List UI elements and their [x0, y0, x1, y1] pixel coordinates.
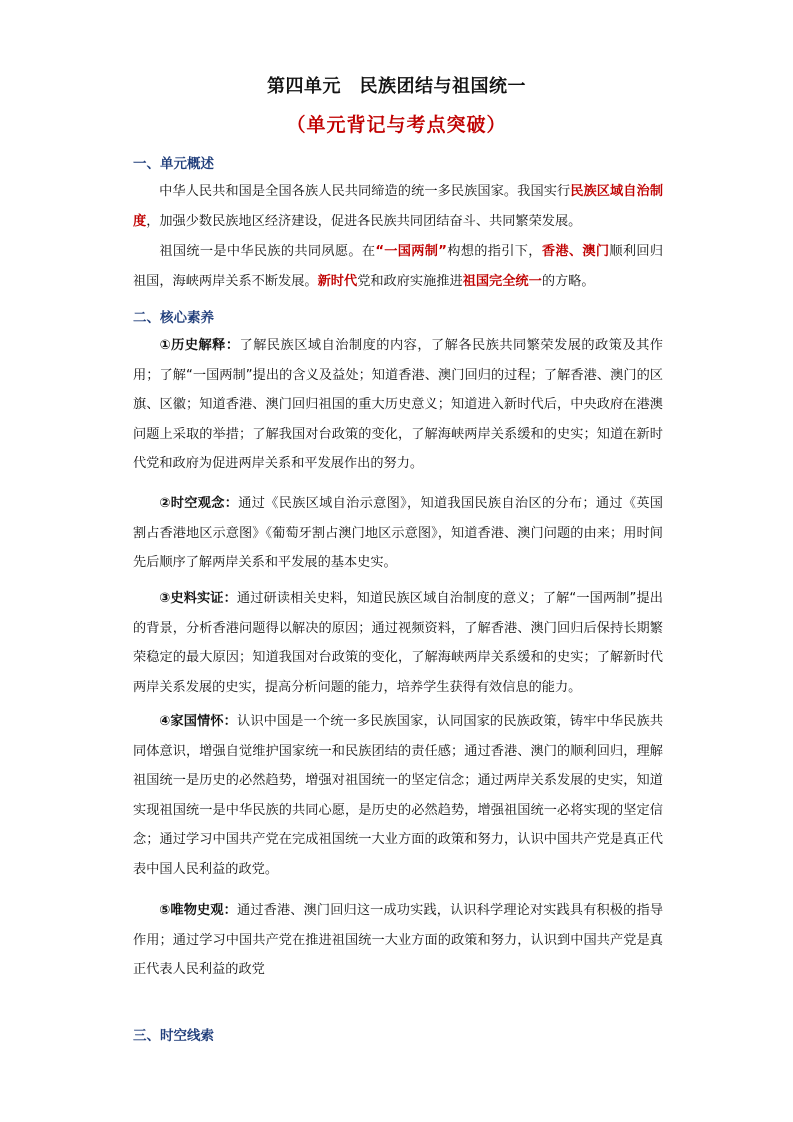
overview-p1-text-1: 中华人民共和国是全国各族人民共同缔造的统一多民族国家。我国实行: [159, 184, 571, 199]
overview-p2-text-2: 构想的指引下，: [446, 244, 542, 259]
core-item-materialism: [133, 896, 663, 985]
page-subtitle: （单元背记与考点突破）: [286, 114, 507, 136]
overview-p2-text-4: 党和政府实施推进: [357, 273, 463, 289]
core-item-text: 了解民族区域自治制度的内容，了解各民族共同繁荣发展的政策及其作用；了解“一国两制”提出的含义及益处；知道香港、澳门回归的过程；了解香港、澳门的区旗、区徽；知道香港、澳门回归祖国的重大历史意义；知道进入新时代后，中央政府在港澳问题上采取的举措；了解我国对台政策的变化，了解海峡两岸关系缓和的史实；知道在新时代党和政府为促进两岸关系和平发展作出的努力。: [133, 338, 663, 471]
overview-p2-text-3: 顺利回归祖国，海峡两岸关系不断发展。: [133, 244, 664, 289]
core-item-patriotism: [133, 707, 663, 884]
core-item-evidence: [133, 584, 663, 702]
overview-p2-highlight-2: 香港、澳门: [541, 244, 610, 259]
overview-p2-highlight-1: “一国两制”: [375, 244, 447, 259]
core-item-text: 通过《民族区域自治示意图》，知道我国民族自治区的分布；通过《英国割占香港地区示意图》《葡萄牙割占澳门地区示意图》，知道香港、澳门问题的由来；用时间先后顺序了解两岸关系和平发展的基本史实。: [133, 496, 663, 570]
overview-p2-highlight-3: 新时代: [317, 273, 358, 289]
core-item-text: 通过研读相关史料，知道民族区域自治制度的意义；了解“一国两制”提出的背景，分析香港问题得以解决的原因；通过视频资料，了解香港、澳门回归后保持长期繁荣稳定的最大原因；知道我国对台政策的变化，了解海峡两岸关系缓和的史实；了解新时代两岸关系发展的史实，提高分析问题的能力，培养学生获得有效信息的能力。: [133, 591, 663, 695]
overview-paragraph-2: [133, 237, 663, 296]
overview-paragraph-1: [133, 177, 663, 236]
overview-p2-text-1: 祖国统一是中华民族的共同夙愿。在: [159, 244, 376, 259]
page-title: 第四单元 民族团结与祖国统一: [267, 76, 526, 97]
overview-p2-text-5: 的方略。: [541, 273, 595, 289]
core-item-label: ⑤唯物史观：: [159, 903, 238, 918]
core-item-label: ②时空观念：: [159, 496, 239, 511]
overview-p1-highlight-1: 民族区域自治制度: [133, 184, 664, 229]
core-item-label: ④家国情怀：: [159, 714, 238, 729]
core-item-text: 通过香港、澳门回归这一成功实践，认识科学理论对实践具有积极的指导作用；通过学习中国共产党在推进祖国统一大业方面的政策和努力，认识到中国共产党是真正代表人民利益的政党: [133, 903, 664, 977]
core-item-label: ③史料实证：: [159, 591, 237, 606]
overview-p1-text-2: ，加强少数民族地区经济建设，促进各民族共同团结奋斗、共同繁荣发展。: [146, 213, 582, 229]
core-item-historical-interpretation: [133, 331, 663, 479]
section-heading-overview: 一、单元概述: [133, 156, 214, 172]
core-item-label: ①历史解释：: [159, 338, 240, 353]
section-heading-timeline: 三、时空线索: [133, 1028, 214, 1044]
overview-p2-highlight-4: 祖国完全统一: [462, 273, 542, 289]
section-heading-core-literacy: 二、核心素养: [133, 310, 214, 326]
core-item-text: 认识中国是一个统一多民族国家，认同国家的民族政策，铸牢中华民族共同体意识，增强自觉维护国家统一和民族团结的责任感；通过香港、澳门的顺利回归，理解祖国统一是历史的必然趋势，增强对祖国统一的坚定信念；通过两岸关系发展的史实，知道实现祖国统一是中华民族的共同心愿，是历史的必然趋势，增强祖国统一必将实现的坚定信念；通过学习中国共产党在完成祖国统一大业方面的政策和努力，认识中国共产党是真正代表中国人民利益的政党。: [133, 714, 664, 877]
core-item-space-time: [133, 489, 663, 578]
